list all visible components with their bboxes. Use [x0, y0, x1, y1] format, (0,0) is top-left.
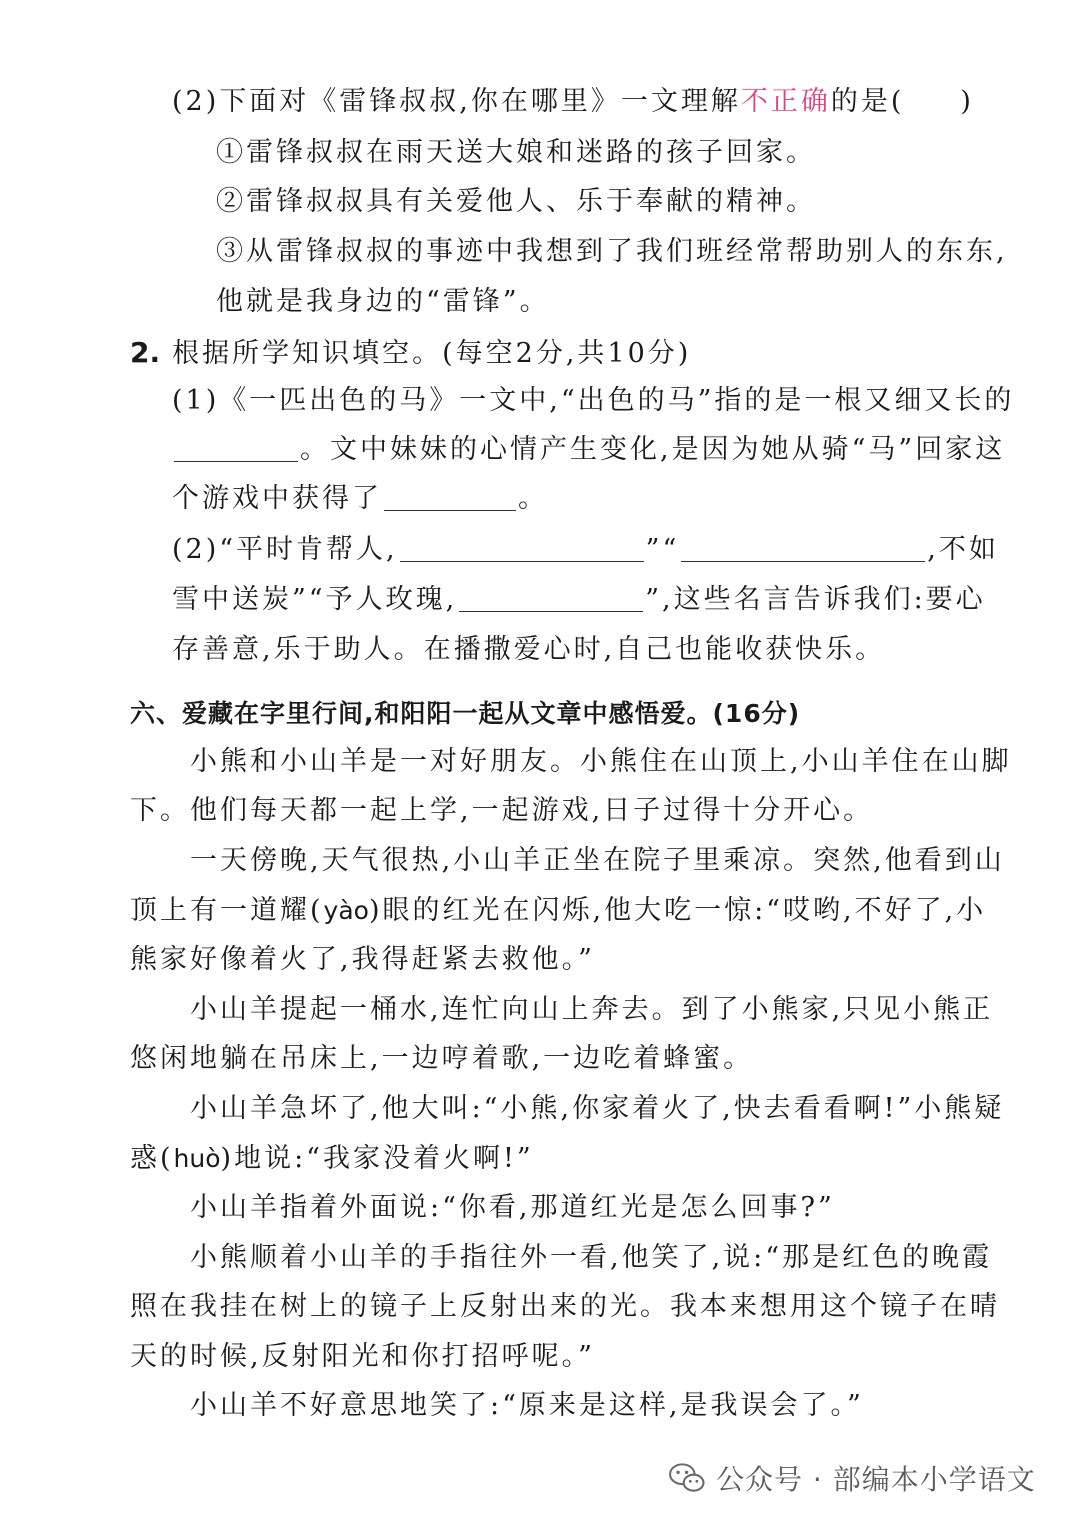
q2-part2-line3: 存善意,乐于助人。在播撒爱心时,自己也能收获快乐。: [172, 634, 886, 665]
q2-part2-line2-text: 雪中送炭”“予人玫瑰,: [172, 584, 458, 615]
q2-part2-line1: [172, 534, 999, 566]
story-line-1: 小熊和小山羊是一对好朋友。小熊住在山顶上,小山羊住在山脚: [190, 746, 1012, 777]
wechat-icon: [668, 1462, 706, 1494]
story-line-14: 小山羊不好意思地笑了:“原来是这样,是我误会了。”: [190, 1390, 864, 1421]
q2-part1-line2: [172, 434, 1005, 466]
q2-part1-line3-end: 。: [518, 483, 548, 514]
story-line-5: 熊家好像着火了,我得赶紧去救他。”: [130, 944, 595, 975]
q1-2-suffix: 的是(: [830, 86, 905, 117]
watermark-text: 公众号 · 部编本小学语文: [716, 1463, 1036, 1496]
pinyin-huo: huò: [173, 1144, 221, 1173]
fill-blank-3[interactable]: [400, 535, 644, 562]
watermark: [668, 1458, 1036, 1498]
q1-2-highlight: 不正确: [740, 86, 831, 117]
story-line-6: 小山羊提起一桶水,连忙向山上奔去。到了小熊家,只见小熊正: [190, 994, 994, 1025]
story-line-9-start: 惑(: [130, 1143, 174, 1174]
story-line-4-start: 顶上有一道耀(: [130, 895, 324, 926]
question-1-2: [172, 86, 974, 118]
fill-blank-5[interactable]: [459, 585, 643, 612]
fill-blank-4[interactable]: [681, 535, 925, 562]
story-line-13: 天的时候,反射阳光和你打招呼呢。”: [130, 1341, 595, 1372]
story-line-10: 小山羊指着外面说:“你看,那道红光是怎么回事?”: [190, 1192, 835, 1223]
story-line-7: 悠闲地躺在吊床上,一边哼着歌,一边吃着蜂蜜。: [130, 1043, 754, 1074]
q2-part1-line3-text: 个游戏中获得了: [172, 483, 382, 514]
option-2: ②雷锋叔叔具有关爱他人、乐于奉献的精神。: [216, 186, 816, 217]
pinyin-yao: yào: [323, 896, 369, 925]
option-3-line-2: 他就是我身边的“雷锋”。: [216, 286, 550, 317]
q1-2-close: ): [960, 86, 974, 117]
question-2-title: 根据所学知识填空。(每空2分,共10分): [172, 338, 692, 369]
q2-part1-line1: (1)《一匹出色的马》一文中,“出色的马”指的是一根又细又长的: [172, 385, 1015, 416]
story-line-12: 照在我挂在树上的镜子上反射出来的光。我本来想用这个镜子在晴: [130, 1291, 1000, 1322]
fill-blank-1[interactable]: [174, 435, 298, 462]
q2-part2-line2-end: ”,这些名言告诉我们:要心: [645, 584, 986, 615]
story-line-2: 下。他们每天都一起上学,一起游戏,日子过得十分开心。: [130, 795, 874, 826]
q2-part1-line3: [172, 483, 548, 515]
option-1: ①雷锋叔叔在雨天送大娘和迷路的孩子回家。: [216, 137, 816, 168]
fill-blank-2[interactable]: [384, 484, 516, 511]
q2-part2-line1-end: ,不如: [927, 534, 999, 565]
story-line-11: 小熊顺着小山羊的手指往外一看,他笑了,说:“那是红色的晚霞: [190, 1242, 993, 1273]
story-line-8: 小山羊急坏了,他大叫:“小熊,你家着火了,快去看看啊!”小熊疑: [190, 1093, 1005, 1124]
story-line-9-end: )地说:“我家没着火啊!”: [220, 1143, 534, 1174]
question-number: 2.: [130, 336, 161, 369]
story-line-4: [130, 895, 986, 927]
question-2-title-row: [130, 336, 691, 370]
q2-part2-line2: [172, 584, 986, 616]
story-line-9: [130, 1143, 534, 1175]
q2-part1-line2-text: 。文中妹妹的心情产生变化,是因为她从骑“马”回家这: [300, 434, 1006, 465]
story-line-4-end: )眼的红光在闪烁,他大吃一惊:“哎哟,不好了,小: [368, 895, 987, 926]
q1-2-prefix: (2)下面对《雷锋叔叔,你在哪里》一文理解: [172, 86, 741, 117]
option-3-line-1: ③从雷锋叔叔的事迹中我想到了我们班经常帮助别人的东东,: [216, 236, 1008, 267]
q2-part2-quote-join: ”“: [645, 534, 680, 565]
section-6-heading: 六、爱藏在字里行间,和阳阳一起从文章中感悟爱。(16分): [130, 699, 801, 728]
q2-part2-line1-text: (2)“平时肯帮人,: [172, 534, 398, 565]
story-line-3: 一天傍晚,天气很热,小山羊正坐在院子里乘凉。突然,他看到山: [190, 845, 1005, 876]
